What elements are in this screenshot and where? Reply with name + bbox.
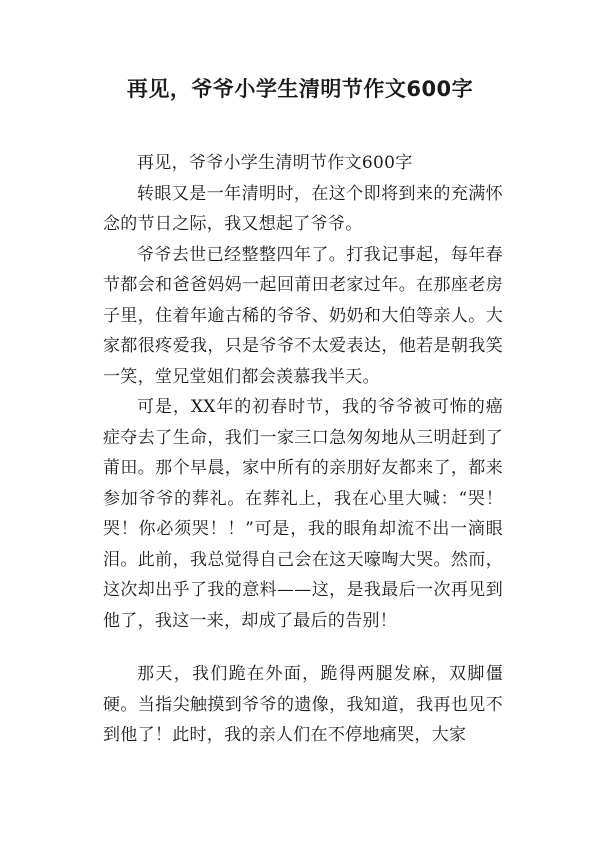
- document-body: [103, 148, 503, 751]
- paragraph-heading: 再见，爷爷小学生清明节作文600字: [137, 153, 413, 173]
- paragraph: 转眼又是一年清明时，在这个即将到来的充满怀念的节日之际，我又想起了爷爷。: [103, 183, 503, 234]
- document-title: 再见，爷爷小学生清明节作文600字: [126, 77, 474, 101]
- paragraph: 可是，XX年的初春时节，我的爷爷被可怖的癌症夺去了生命，我们一家三口急匆匆地从三明赶到了莆田。那个早晨，家中所有的亲朋好友都来了，都来参加爷爷的葬礼。在葬礼上，我在心里大喊：“哭！哭！你必须哭！！”可是，我的眼角却流不出一滴眼泪。此前，我总觉得自己会在这天嚎啕大哭。然而，这次却出乎了我的意料——这，是我最后一次再见到他了，我这一来，却成了最后的告别！: [103, 397, 503, 631]
- paragraph: 那天，我们跪在外面，跪得两腿发麻，双脚僵硬。当指尖触摸到爷爷的遗像，我知道，我再也见不到他了！此时，我的亲人们在不停地痛哭，大家: [103, 664, 503, 745]
- paragraph: 爷爷去世已经整整四年了。打我记事起，每年春节都会和爸爸妈妈一起回莆田老家过年。在那座老房子里，住着年逾古稀的爷爷、奶奶和大伯等亲人。大家都很疼爱我，只是爷爷不太爱表达，他若是朝我笑一笑，堂兄堂姐们都会羡慕我半天。: [103, 244, 503, 387]
